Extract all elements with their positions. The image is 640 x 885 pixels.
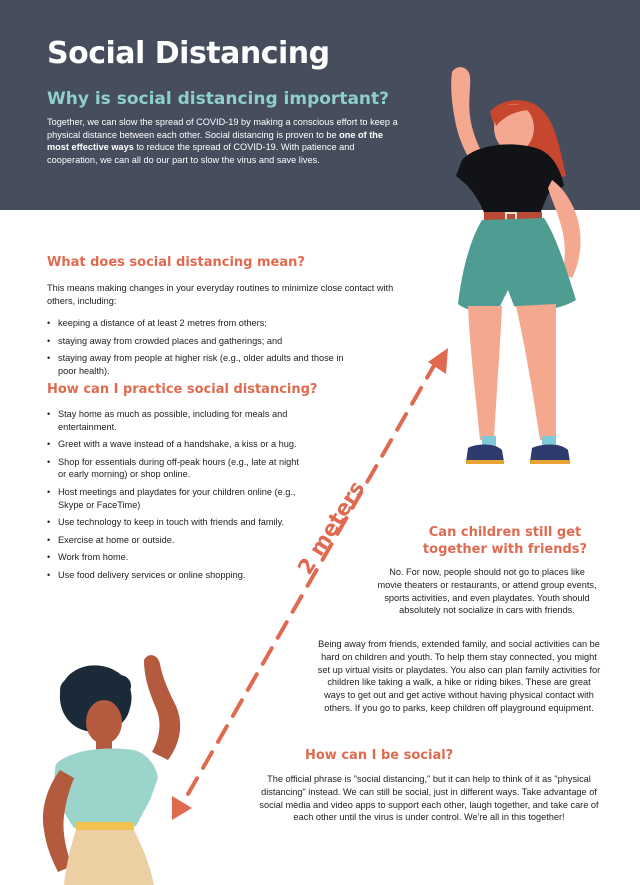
children-paragraph-2: Being away from friends, extended family, and social activities can be hard on children and youth. To help them stay connected, you might set up virtual visits or playdates. You also can plan family activities for children like taking a walk, a hike or riding bikes. These are great ways to get out and get active without having physical contact with others. If you go to parks, keep children off playground equipment. [317, 639, 601, 713]
children-heading: Can children still get together with friends? [422, 525, 588, 557]
list-item: • Use food delivery services or online shopping. [47, 569, 299, 582]
why-text-end: to reduce the spread of COVID-19. With patience and cooperation, we can all do our part to slow the virus and save lives. [47, 142, 355, 165]
page-title: Social Distancing [47, 36, 330, 71]
list-item: • Exercise at home or outside. [47, 534, 299, 547]
distance-label: 2 meters [293, 476, 370, 579]
list-item: • Host meetings and playdates for your children online (e.g., Skype or FaceTime) [47, 486, 299, 511]
meaning-heading: What does social distancing mean? [47, 255, 305, 270]
meaning-intro: This means making changes in your everyday routines to minimize close contact with others, including: [47, 283, 394, 306]
list-item: • keeping a distance of at least 2 metres from others; [47, 317, 357, 330]
list-item: • Greet with a wave instead of a handshake, a kiss or a hug. [47, 438, 299, 451]
list-item: • Work from home. [47, 551, 299, 564]
list-item: • Shop for essentials during off-peak hours (e.g., late at night or early morning) or shop online. [47, 456, 299, 481]
woman-waving-illustration-2 [30, 650, 200, 885]
social-paragraph: The official phrase is "social distancing," but it can help to think of it as "physical distancing" instead. We can still be social, just in different ways. Take advantage of social media and video apps to support each other, laugh together, and take care of each other until the virus is under control. We're all in this together! [259, 774, 599, 823]
why-text-start: Together, we can slow the spread of COVID-19 by making a conscious effort to keep a physical distance between each other. Social distancing is proven to be [47, 117, 398, 140]
children-paragraph-1: No. For now, people should not go to places like movie theaters or restaurants, or attend group events, sports activities, and even playdates. Youth should absolutely not socialize in cars with friends. [377, 567, 597, 616]
list-item: • Use technology to keep in touch with friends and family. [47, 516, 299, 529]
list-item: • Stay home as much as possible, including for meals and entertainment. [47, 408, 299, 433]
practice-heading: How can I practice social distancing? [47, 382, 318, 397]
why-heading: Why is social distancing important? [47, 89, 390, 109]
why-text-bold: one of the most effective ways [47, 129, 384, 153]
social-heading: How can I be social? [305, 748, 454, 763]
list-item: • staying away from people at higher risk (e.g., older adults and those in poor health). [47, 352, 357, 377]
list-item: • staying away from crowded places and gatherings; and [47, 335, 357, 348]
